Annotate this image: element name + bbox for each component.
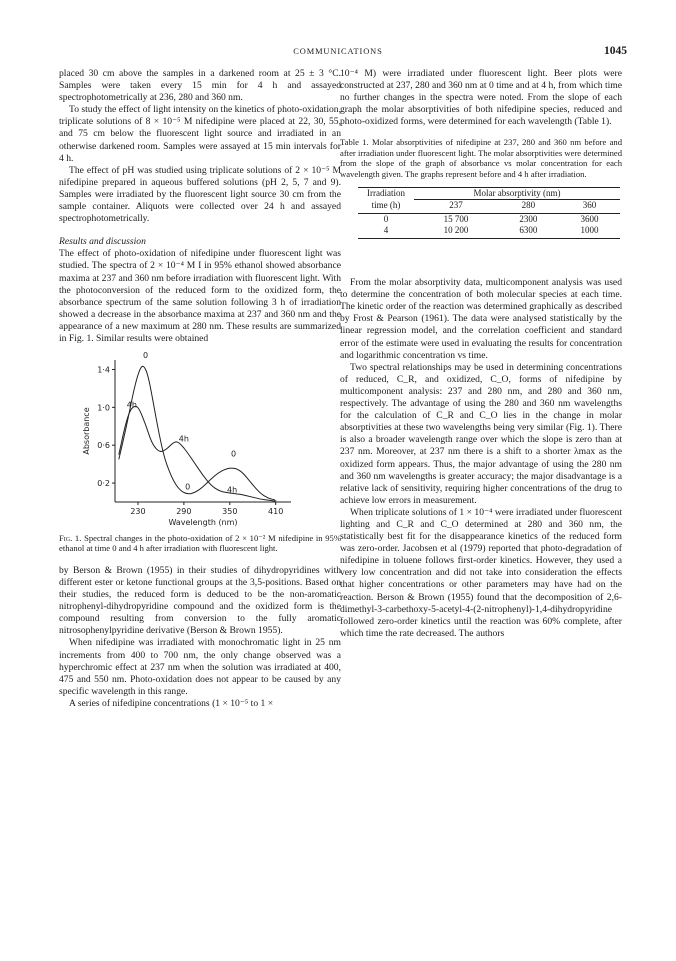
y-tick-label: 1·4: [97, 365, 110, 375]
right-column: [340, 68, 622, 640]
table-cell: 0: [383, 214, 389, 225]
y-tick-label: 0·6: [97, 441, 110, 451]
figure-caption-text: Spectral changes in the photo-oxidation of 2 × 10⁻² M nifedipine in 95% ethanol at time 0 and 4 h after irradiation with fluorescent light.: [59, 533, 341, 554]
figure-caption-label: Fig. 1.: [59, 533, 82, 544]
section-heading: Results and discussion: [59, 236, 146, 248]
table-header: time (h): [371, 199, 401, 210]
table-row: [358, 214, 620, 226]
paragraph: Two spectral relationships may be used in determining concentrations of reduced, C_R, and oxidized, C_O, forms of nifedipine by multicomponent analysis: 237 and 280 nm, and 280 and 360 nm, respectively. The advantage of using the 280 and 360 nm wavelengths for the calculation of C_R and C_O lies in the change in molar absorptivities at these two wavelengths being very similar (Fig. 1). There is also a broader wavelength range over which the slope is zero than at 237 nm. Moreover, at 237 nm there is a shift to a shorter λmax as the oxidized form appears. Thus, the major advantage of using the 280 nm and 360 nm wavelengths is greater accuracy; the major disadvantage is a relative lack of sensitivity, requiring higher concentrations of the drug to achieve low errors in measurement.: [340, 361, 622, 506]
y-tick-label: 0·2: [97, 479, 110, 489]
table-cell: 3600: [580, 214, 599, 225]
x-tick-label: 410: [268, 507, 284, 517]
curve-label: 0: [143, 352, 149, 361]
x-tick-label: 350: [222, 507, 238, 517]
table-cell: 4: [383, 225, 389, 236]
paragraph: When nifedipine was irradiated with monochromatic light in 25 nm increments from 400 to 700 nm, the only change observed was a hyperchromic effect at 237 nm when the solution was irradiated at 400, 475 and 550 nm. Photo-oxidation does not appear to be caused by any specific wavelength in this range.: [59, 637, 341, 697]
table-header: Irradiation: [367, 188, 405, 199]
table-cell: 15 700: [443, 214, 469, 225]
y-tick-label: 1·0: [97, 403, 110, 413]
curve-label: 4h: [226, 485, 238, 495]
table-cell: 6300: [519, 225, 538, 236]
figure-1: [59, 352, 341, 532]
paragraph: The effect of photo-oxidation of nifedipine under fluorescent light was studied. The spectra of 2 × 10⁻⁴ M I in 95% ethanol showed absorbance maxima at 237 and 360 nm before irradiation with fluorescent light. With the photoconversion of the reduced form to the oxidized form, the absorbance spectrum of the same solution following 3 h of irradiation showed a decrease in the absorbance maxima at 237 and 360 nm and the appearance of a new maximum at 280 nm. These results are summarized in Fig. 1. Similar results were obtained: [59, 248, 341, 344]
paragraph: 10⁻⁴ M) were irradiated under fluorescent light. Beer plots were constructed at 237, 280 and 360 nm at 0 time and at 4 h, from which time no further changes in the spectra were noted. From the slope of each graph the molar absorptivities of both nifedipine species, reduced and photo-oxidized forms, were determined for each wavelength (Table 1).: [340, 68, 622, 128]
molar-absorptivity-table: [358, 185, 620, 239]
series-line-time-0: [119, 366, 276, 500]
paragraph: When triplicate solutions of 1 × 10⁻⁴ were irradiated under fluorescent lighting and C_R and C_O determined at 280 and 360 nm, the statistically best fit for the disappearance kinetics of the reduced form was zero-order. Jacobsen et al (1979) reported that photo-degradation of nifedipine in toluene follows first-order kinetics. However, they used a very low concentration and did not take into consideration the effects that higher concentrations or other parameters may have had on the reaction. Berson & Brown (1955) found that the decomposition of 2,6-dimethyl-3-carbethoxy-5-acetyl-4-(2-nitrophenyl)-1,4-dihydropyridine followed zero-order kinetics until the reaction was 60% complete, after which time the rate decreased. The authors: [340, 506, 622, 639]
curve-label: 4h: [178, 434, 189, 444]
table-caption: Table 1. Molar absorptivities of nifedipine at 237, 280 and 360 nm before and after irradiation under fluorescent light. The molar absorptivities were determined from the slope of the graph of absorbance vs molar concentration for each wavelength given. The graphs represent before and 4 h after irradiation.: [340, 137, 622, 179]
absorbance-spectrum-chart: [59, 352, 341, 532]
x-axis-label: Wavelength (nm): [168, 518, 238, 528]
left-column: [59, 68, 341, 710]
y-axis-label: Absorbance: [82, 407, 91, 455]
table-cell: 10 200: [443, 225, 469, 236]
table-header: 280: [521, 200, 536, 211]
figure-caption: [59, 533, 341, 554]
x-tick-label: 230: [130, 507, 146, 517]
paragraph: placed 30 cm above the samples in a darkened room at 25 ± 3 °C. Samples were taken every 15 min for 4 h and assayed spectrophotometrically at 236, 280 and 360 nm.: [59, 68, 341, 104]
running-title: COMMUNICATIONS: [293, 47, 383, 56]
x-tick-label: 290: [176, 507, 192, 517]
curve-label: 0: [231, 449, 237, 459]
table-header: 237: [449, 200, 463, 211]
running-header: [0, 47, 676, 61]
curve-label: 4h: [126, 400, 137, 410]
curve-label: 0: [185, 482, 191, 492]
table-cell: 2300: [519, 214, 538, 225]
page-number: 1045: [604, 45, 627, 57]
paragraph: The effect of pH was studied using triplicate solutions of 2 × 10⁻⁵ M nifedipine prepared in aqueous buffered solutions (pH 2, 5, 7 and 9). Samples were irradiated by the fluorescent light source 30 cm from the sample container. Aliquots were collected over 24 h and assayed spectrophotometrically.: [59, 164, 341, 225]
table-header: Molar absorptivity (nm): [414, 188, 620, 200]
paragraph: A series of nifedipine concentrations (1 × 10⁻⁵ to 1 ×: [69, 697, 274, 709]
table-header: 360: [582, 200, 597, 211]
paragraph: by Berson & Brown (1955) in their studies of dihydropyridines with different ester or ketone functional groups at the 3,5-positions. Based on their studies, the reduced form is deduced to be the non-aromatic nitrophenyl-dihydropyridine compound and the oxidized form is the compound resulting from conversion to the fully aromatic nitrosophenylpyridine derivative (Berson & Brown 1955).: [59, 564, 341, 637]
paragraph: To study the effect of light intensity on the kinetics of photo-oxidation, triplicate solutions of 8 × 10⁻⁵ M nifedipine were placed at 22, 30, 55, and 75 cm below the fluorescent light source and irradiated in an otherwise darkened room. Samples were assayed at 15 min intervals for 4 h.: [59, 104, 341, 164]
table-row: [358, 225, 620, 236]
series-line-time-4h: [119, 406, 276, 501]
paragraph: From the molar absorptivity data, multicomponent analysis was used to determine the concentration of both molecular species at each time. The kinetic order of the reaction was determined graphically as described by Frost & Pearson (1961). The data were analysed statistically by the linear regression model, and the correlation coefficient and standard error of the estimate were used in evaluating the results for concentration and logarithmic concentration vs time.: [340, 277, 622, 361]
table-cell: 1000: [580, 225, 599, 236]
